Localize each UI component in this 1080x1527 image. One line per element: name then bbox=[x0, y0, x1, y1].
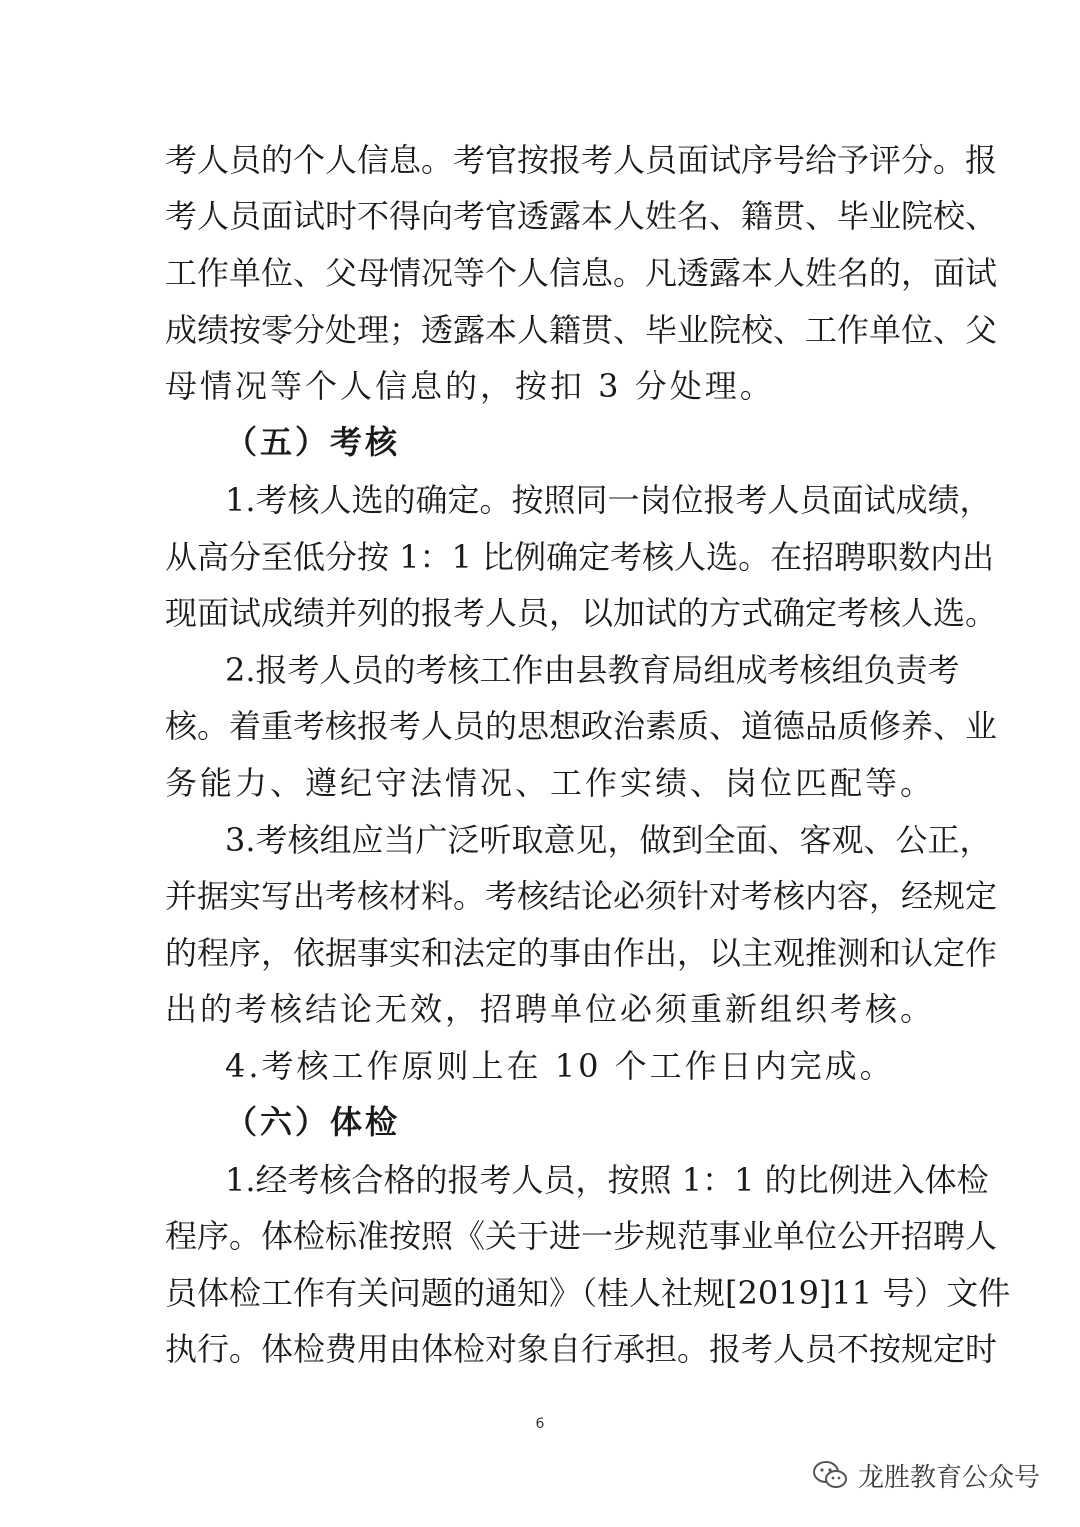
paragraph-line: 现面试成绩并列的报考人员，以加试的方式确定考核人选。 bbox=[165, 594, 998, 632]
paragraph-line: 2.报考人员的考核工作由县教育局组成考核组负责考 bbox=[225, 651, 960, 689]
page-number: 6 bbox=[535, 1416, 545, 1432]
paragraph-line: 核。着重考核报考人员的思想政治素质、道德品质修养、业 bbox=[165, 707, 998, 745]
paragraph-line: 4.考核工作原则上在 10 个工作日内完成。 bbox=[225, 1047, 895, 1085]
watermark-text: 龙胜教育公众号 bbox=[857, 1462, 1040, 1493]
wechat-icon bbox=[812, 1460, 848, 1490]
paragraph-line: 出的考核结论无效，招聘单位必须重新组织考核。 bbox=[165, 990, 936, 1028]
paragraph-line: 母情况等个人信息的，按扣 3 分处理。 bbox=[165, 367, 775, 405]
paragraph-line: 的程序，依据事实和法定的事由作出，以主观推测和认定作 bbox=[165, 934, 998, 972]
paragraph-line: 程序。体检标准按照《关于进一步规范事业单位公开招聘人 bbox=[165, 1217, 998, 1255]
paragraph-line: 员体检工作有关问题的通知》（桂人社规[2019]11 号）文件 bbox=[165, 1274, 1011, 1312]
paragraph-line: 执行。体检费用由体检对象自行承担。报考人员不按规定时 bbox=[165, 1330, 998, 1368]
section-heading: （六）体检 bbox=[225, 1103, 401, 1141]
paragraph-line: 考人员的个人信息。考官按报考人员面试序号给予评分。报 bbox=[165, 141, 998, 179]
watermark bbox=[812, 1455, 1040, 1495]
paragraph-line: 1.经考核合格的报考人员，按照 1：1 的比例进入体检 bbox=[225, 1161, 989, 1199]
paragraph-line: 从高分至低分按 1：1 比例确定考核人选。在招聘职数内出 bbox=[165, 538, 995, 576]
paragraph-line: 1.考核人选的确定。按照同一岗位报考人员面试成绩， bbox=[225, 481, 992, 519]
paragraph-line: 3.考核组应当广泛听取意见，做到全面、客观、公正， bbox=[225, 821, 992, 859]
paragraph-line: 成绩按零分处理；透露本人籍贯、毕业院校、工作单位、父 bbox=[165, 311, 998, 349]
paragraph-line: 工作单位、父母情况等个人信息。凡透露本人姓名的，面试 bbox=[165, 254, 998, 292]
paragraph-line: 并据实写出考核材料。考核结论必须针对考核内容，经规定 bbox=[165, 877, 998, 915]
paragraph-line: 考人员面试时不得向考官透露本人姓名、籍贯、毕业院校、 bbox=[165, 197, 998, 235]
paragraph-line: 务能力、遵纪守法情况、工作实绩、岗位匹配等。 bbox=[165, 764, 936, 802]
section-heading: （五）考核 bbox=[225, 423, 401, 461]
